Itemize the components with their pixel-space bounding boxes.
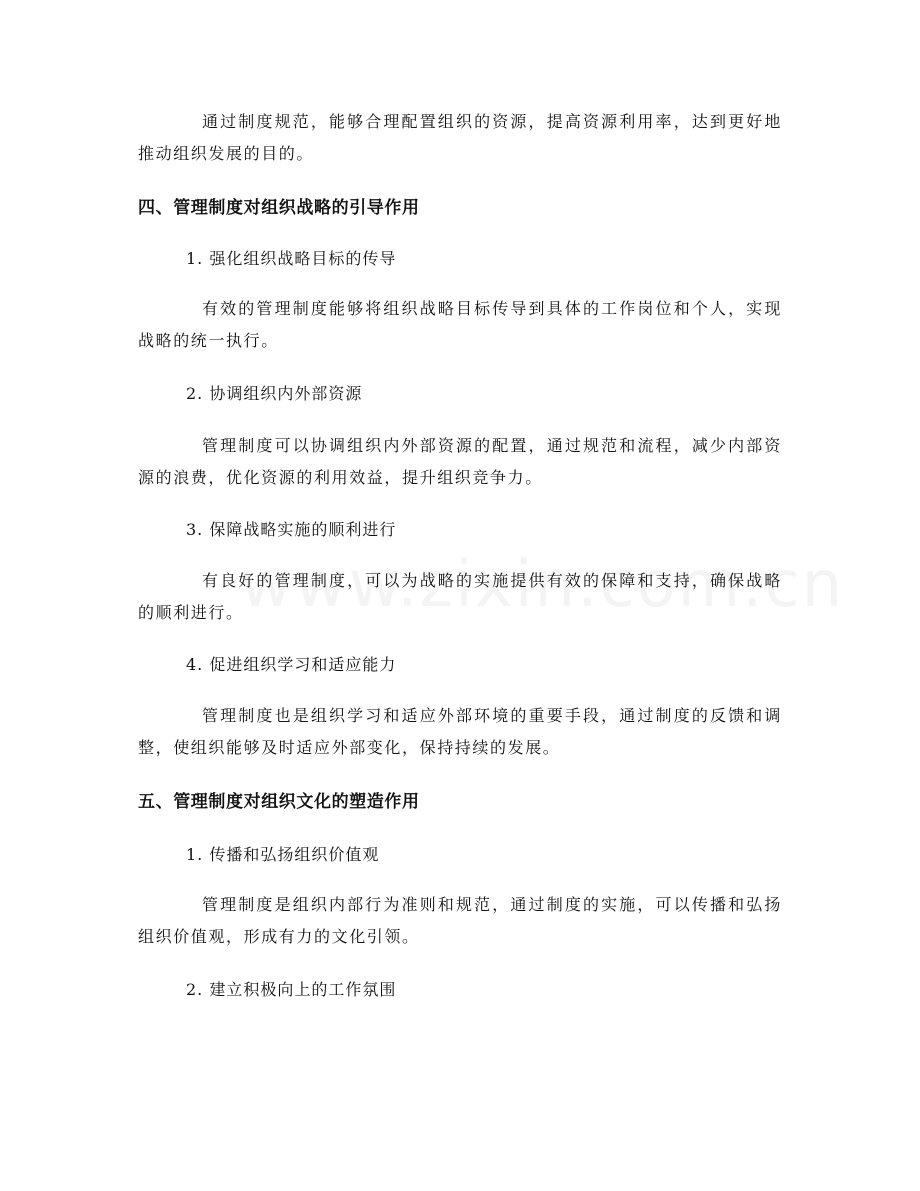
section-4-item-1-text: 有效的管理制度能够将组织战略目标传导到具体的工作岗位和个人，实现战略的统一执行。 <box>138 299 782 350</box>
section-5-item-1-text: 管理制度是组织内部行为准则和规范，通过制度的实施，可以传播和弘扬组织价值观，形成有力的文化引领。 <box>138 895 782 946</box>
section-5-heading: 五、管理制度对组织文化的塑造作用 <box>138 792 420 812</box>
section-4-item-2-text: 管理制度可以协调组织内外部资源的配置，通过规范和流程，减少内部资源的浪费，优化资源的利用效益，提升组织竞争力。 <box>138 436 782 487</box>
section-5-item-1-title: 1. 传播和弘扬组织价值观 <box>186 845 380 864</box>
section-4-item-1-title: 1. 强化组织战略目标的传导 <box>186 249 397 268</box>
section-4-item-3-text: 有良好的管理制度，可以为战略的实施提供有效的保障和支持，确保战略的顺利进行。 <box>138 571 782 622</box>
section-4-heading: 四、管理制度对组织战略的引导作用 <box>138 198 420 218</box>
intro-paragraph: 通过制度规范，能够合理配置组织的资源，提高资源利用率，达到更好地推动组织发展的目的。 <box>138 112 782 163</box>
section-4-item-4-text: 管理制度也是组织学习和适应外部环境的重要手段，通过制度的反馈和调整，使组织能够及时适应外部变化，保持持续的发展。 <box>138 706 782 757</box>
section-4-item-3-title: 3. 保障战略实施的顺利进行 <box>186 520 397 539</box>
section-4-item-2-title: 2. 协调组织内外部资源 <box>186 384 363 403</box>
section-4-item-4-title: 4. 促进组织学习和适应能力 <box>186 655 397 674</box>
section-5-item-2-title: 2. 建立积极向上的工作氛围 <box>186 980 397 999</box>
